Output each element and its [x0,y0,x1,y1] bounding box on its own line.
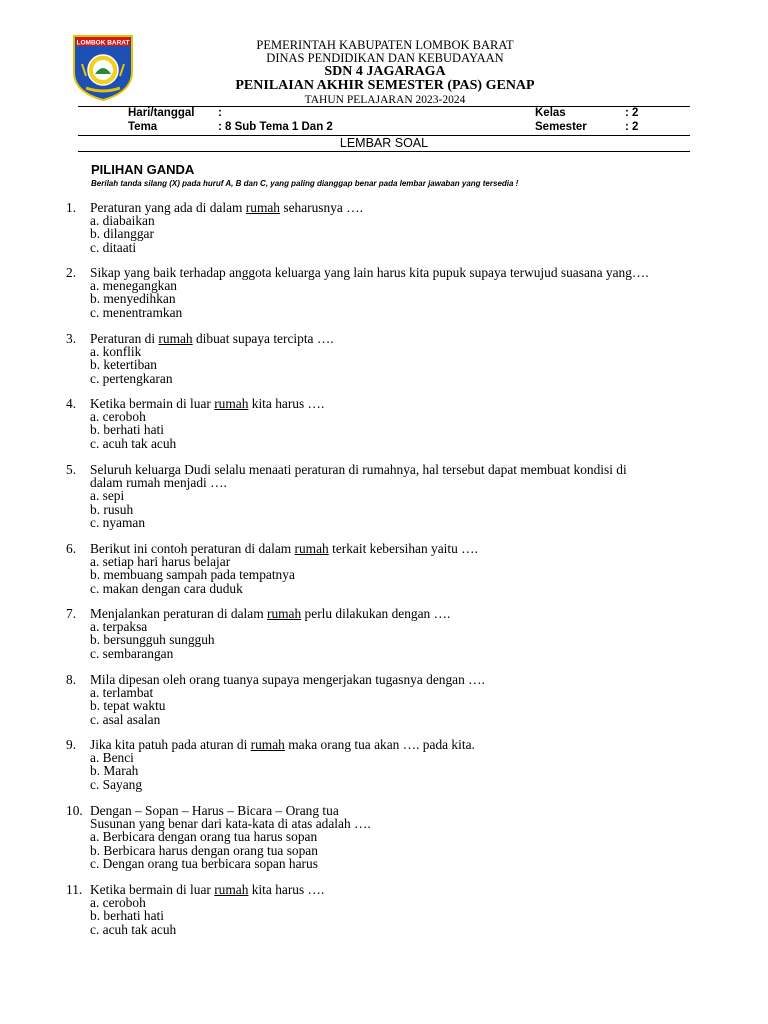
answer-option: c. Dengan orang tua berbicara sopan harus [90,855,318,871]
answer-option: a. ceroboh [90,409,146,425]
hari-value: : [218,107,222,119]
academic-year: TAHUN PELAJARAN 2023-2024 [304,94,466,106]
answer-option: b. menyedihkan [90,291,176,307]
answer-option: c. asal asalan [90,711,161,727]
kelas-label: Kelas [535,107,566,119]
question-stem: Ketika bermain di luar rumah kita harus …. [90,396,325,411]
answer-option: a. setiap hari harus belajar [90,554,231,570]
question-number: 9. [66,737,77,752]
answer-option: b. dilanggar [90,226,154,242]
underlined-word: rumah [266,606,302,621]
answer-option: b. ketertiban [90,357,157,373]
answer-option: c. sembarangan [90,645,174,661]
question-item [66,804,726,870]
question-number: 4. [66,396,77,411]
instruction: Berilah tanda silang (X) pada huruf A, B dan C, yang paling dianggap benar pada lembar jawaban yang tersedia ! [91,179,519,188]
answer-option: c. acuh tak acuh [90,435,177,451]
question-stem: Ketika bermain di luar rumah kita harus …. [90,882,325,897]
question-number: 2. [66,265,77,280]
answer-option: b. Berbicara harus dengan orang tua sopan [90,842,318,858]
answer-option: a. diabaikan [90,213,155,229]
logo-text: LOMBOK BARAT [76,39,130,47]
question-item [66,463,726,529]
question-item [66,266,726,319]
answer-option: c. menentramkan [90,304,183,320]
question-item [66,542,726,595]
answer-option: a. Benci [90,750,134,766]
question-number: 1. [66,200,77,215]
question-stem: Peraturan di rumah dibuat supaya tercipta …. [90,331,334,346]
question-number: 10. [66,803,83,818]
header-line-2: DINAS PENDIDIKAN DAN KEBUDAYAAN [266,51,504,65]
answer-option: a. sepi [90,488,125,504]
semester-label: Semester [535,121,587,133]
question-item [66,332,726,385]
answer-option: a. ceroboh [90,895,146,911]
question-number: 8. [66,672,77,687]
question-stem: Peraturan yang ada di dalam rumah seharusnya …. [90,200,363,215]
kelas-value: : 2 [625,107,639,119]
underlined-word: rumah [214,882,249,897]
tema-label: Tema [128,121,158,133]
answer-option: c. Sayang [90,776,143,792]
answer-option: a. menegangkan [90,278,177,294]
answer-option: b. membuang sampah pada tempatnya [90,567,295,583]
lembar-soal-title: LEMBAR SOAL [339,136,429,150]
question-stem: Sikap yang baik terhadap anggota keluarga yang lain harus kita pupuk supaya terwujud suasana yang…. [90,265,649,280]
answer-option: b. bersungguh sungguh [90,632,215,648]
school-name: SDN 4 JAGARAGA [324,64,446,79]
answer-option: b. Marah [90,763,139,779]
answer-option: b. berhati hati [90,908,164,924]
exam-title: PENILAIAN AKHIR SEMESTER (PAS) GENAP [235,78,535,93]
underlined-word: rumah [214,396,249,411]
question-stem: Mila dipesan oleh orang tuanya supaya mengerjakan tugasnya dengan …. [90,672,485,687]
question-item [66,201,726,254]
question-number: 11. [66,882,83,897]
underlined-word: rumah [294,541,329,556]
answer-option: c. pertengkaran [90,370,173,386]
answer-option: a. Berbicara dengan orang tua harus sopan [90,829,318,845]
question-item [66,607,726,660]
question-item [66,738,726,791]
answer-option: a. konflik [90,344,142,360]
question-stem: Menjalankan peraturan di dalam rumah perlu dilakukan dengan …. [90,606,451,621]
answer-option: b. berhati hati [90,422,164,438]
answer-option: a. terpaksa [90,619,148,635]
question-item [66,883,726,936]
question-number: 5. [66,462,77,477]
question-stem: Berikut ini contoh peraturan di dalam rumah terkait kebersihan yaitu …. [90,541,478,556]
header-line-1: PEMERINTAH KABUPATEN LOMBOK BARAT [256,38,514,52]
divider [78,151,690,152]
answer-option: b. tepat waktu [90,698,166,714]
hari-label: Hari/tanggal [128,107,195,119]
question-number: 3. [66,331,77,346]
underlined-word: rumah [245,200,281,215]
tema-value: : 8 Sub Tema 1 Dan 2 [218,121,333,133]
answer-option: c. nyaman [90,514,146,530]
answer-option: c. makan dengan cara duduk [90,580,243,596]
underlined-word: rumah [250,737,285,752]
question-item [66,397,726,450]
answer-option: a. terlambat [90,685,154,701]
answer-option: b. rusuh [90,501,134,517]
school-logo [72,34,134,102]
semester-value: : 2 [625,121,639,133]
question-number: 6. [66,541,77,556]
question-stem: Jika kita patuh pada aturan di rumah maka orang tua akan …. pada kita. [90,737,475,752]
answer-option: c. acuh tak acuh [90,921,177,937]
section-title: PILIHAN GANDA [91,162,195,177]
question-number: 7. [66,606,77,621]
question-item [66,673,726,726]
question-stem: Seluruh keluarga Dudi selalu menaati peraturan di rumahnya, hal tersebut dapat membuat kondisi di dalam rumah menjadi …. [90,462,627,491]
underlined-word: rumah [158,331,193,346]
answer-option: Susunan yang benar dari kata-kata di atas adalah …. [90,816,371,832]
question-stem: Dengan – Sopan – Harus – Bicara – Orang tua [90,803,339,818]
answer-option: c. ditaati [90,239,137,255]
